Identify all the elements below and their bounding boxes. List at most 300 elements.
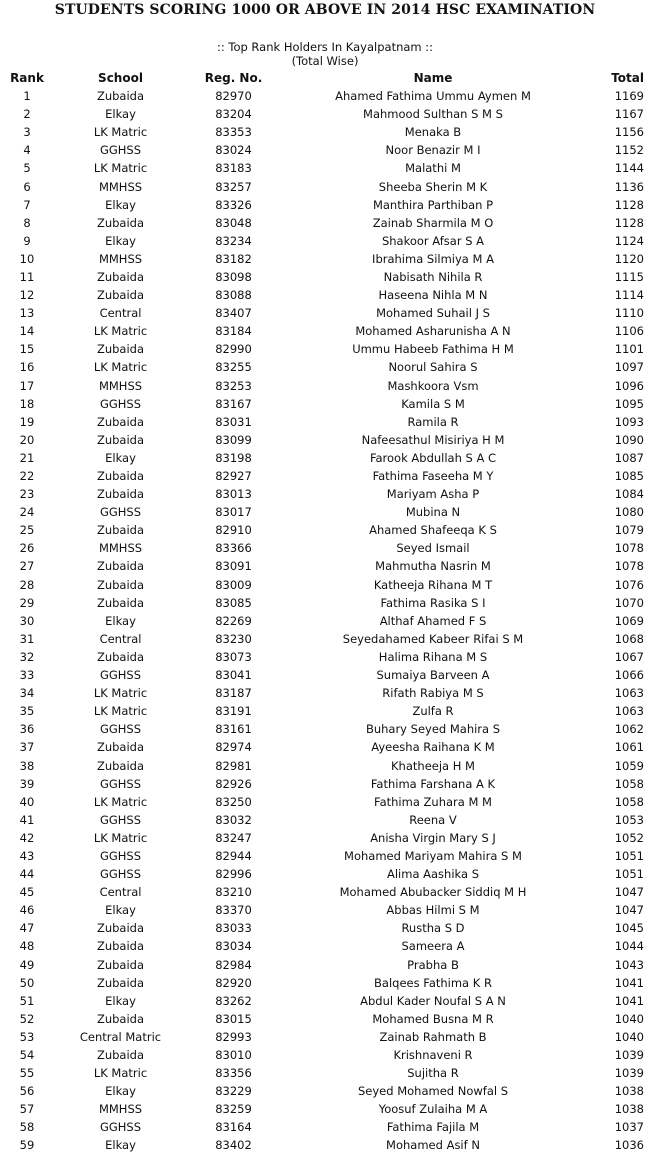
table-row [0,177,650,195]
rank-cell: 10 [19,251,35,266]
name-cell: Kamila S M [401,396,465,411]
table-row [0,684,650,702]
school-cell: Elkay [105,1084,136,1099]
name-cell: Mahmood Sulthan S M S [363,107,503,122]
reg-no-cell: 82944 [215,848,252,863]
reg-no-cell: 82974 [215,740,252,755]
header-total: Total [611,71,644,85]
table-row [0,756,650,774]
total-cell: 1053 [614,812,644,827]
rank-cell: 57 [19,1102,35,1117]
school-cell: Zubaida [96,215,145,230]
page-title: STUDENTS SCORING 1000 OR ABOVE IN 2014 HSC EXAMINATION [54,2,596,18]
school-cell: LK Matric [93,161,148,176]
rank-cell: 20 [19,432,35,447]
total-cell: 1036 [614,1138,644,1153]
school-cell: MMHSS [98,378,143,393]
name-cell: Halima Rihana M S [378,649,488,664]
school-cell: Zubaida [96,577,145,592]
rank-cell: 43 [19,848,35,863]
total-cell: 1039 [614,1066,644,1081]
rank-cell: 54 [19,1048,35,1063]
rank-cell: 1 [23,89,31,104]
rank-cell: 14 [19,324,35,339]
school-cell: GGHSS [99,867,142,882]
name-cell: Ayeesha Raihana K M [371,740,495,755]
name-cell: Sheeba Sherin M K [378,179,488,194]
reg-no-cell: 83230 [215,631,252,646]
name-cell: Noor Benazir M I [385,143,481,158]
name-cell: Fathima Zuhara M M [374,794,492,809]
reg-no-cell: 83353 [215,125,252,140]
rank-cell: 15 [19,342,35,357]
reg-no-cell: 83257 [215,179,252,194]
total-cell: 1037 [614,1120,644,1135]
reg-no-cell: 83262 [215,993,252,1008]
reg-no-cell: 83184 [215,324,252,339]
table-row [0,521,650,539]
name-cell: Zainab Rahmath B [379,1029,487,1044]
header-reg-no: Reg. No. [204,71,263,85]
total-cell: 1087 [614,450,644,465]
table-row [0,413,650,431]
total-cell: 1067 [614,649,644,664]
reg-no-cell: 83010 [215,1048,252,1063]
name-cell: Zulfa R [412,704,454,719]
total-cell: 1063 [614,704,644,719]
rank-cell: 30 [19,613,35,628]
table-row [0,159,650,177]
name-cell: Ahamed Shafeeqa K S [369,523,497,538]
table-row [0,630,650,648]
school-cell: Elkay [105,1138,136,1153]
rank-cell: 46 [19,903,35,918]
table-row [0,1100,650,1118]
table-row [0,358,650,376]
reg-no-cell: 83031 [215,414,252,429]
reg-no-cell: 83407 [215,306,252,321]
school-cell: LK Matric [93,1066,148,1081]
total-cell: 1080 [614,505,644,520]
total-cell: 1058 [614,794,644,809]
rank-cell: 48 [19,939,35,954]
school-cell: Zubaida [96,342,145,357]
rank-cell: 12 [19,288,35,303]
reg-no-cell: 83041 [215,668,252,683]
name-cell: Mohamed Suhail J S [376,306,490,321]
total-cell: 1044 [614,939,644,954]
total-cell: 1120 [614,251,644,266]
total-cell: 1128 [614,215,644,230]
school-cell: LK Matric [93,686,148,701]
name-cell: Malathi M [405,161,461,176]
reg-no-cell: 82269 [215,613,252,628]
reg-no-cell: 83098 [215,269,252,284]
name-cell: Balqees Fathima K R [374,975,492,990]
school-cell: GGHSS [99,776,142,791]
table-row [0,1046,650,1064]
reg-no-cell: 83167 [215,396,252,411]
reg-no-cell: 83085 [215,595,252,610]
school-cell: Zubaida [96,649,145,664]
reg-no-cell: 82990 [215,342,252,357]
name-cell: Mahmutha Nasrin M [375,559,491,574]
name-cell: Nabisath Nihila R [383,269,483,284]
reg-no-cell: 83088 [215,288,252,303]
rank-cell: 4 [23,143,31,158]
name-cell: Farook Abdullah S A C [369,450,497,465]
reg-no-cell: 83009 [215,577,252,592]
total-cell: 1110 [614,306,644,321]
reg-no-cell: 83356 [215,1066,252,1081]
total-cell: 1093 [614,414,644,429]
table-row [0,738,650,756]
school-cell: Elkay [105,903,136,918]
reg-no-cell: 83370 [215,903,252,918]
reg-no-cell: 83229 [215,1084,252,1099]
name-cell: Sumaiya Barveen A [376,668,490,683]
reg-no-cell: 83032 [215,812,252,827]
rank-cell: 49 [19,957,35,972]
rank-cell: 3 [23,125,31,140]
reg-no-cell: 83034 [215,939,252,954]
table-row [0,539,650,557]
total-cell: 1167 [614,107,644,122]
reg-no-cell: 83013 [215,487,252,502]
school-cell: Elkay [105,450,136,465]
name-cell: Reena V [409,812,457,827]
reg-no-cell: 83183 [215,161,252,176]
reg-no-cell: 83033 [215,921,252,936]
reg-no-cell: 83017 [215,505,252,520]
name-cell: Mohamed Busna M R [372,1011,494,1026]
table-row [0,829,650,847]
reg-no-cell: 83326 [215,197,252,212]
total-cell: 1038 [614,1084,644,1099]
school-cell: Zubaida [96,559,145,574]
name-cell: Katheeja Rihana M T [373,577,493,592]
table-row [0,377,650,395]
rank-cell: 51 [19,993,35,1008]
name-cell: Nafeesathul Misiriya H M [361,432,505,447]
subtitle-line-2: (Total Wise) [291,54,359,68]
rank-cell: 45 [19,885,35,900]
total-cell: 1040 [614,1029,644,1044]
total-cell: 1084 [614,487,644,502]
table-row [0,250,650,268]
reg-no-cell: 82984 [215,957,252,972]
table-row [0,1118,650,1136]
reg-no-cell: 83255 [215,360,252,375]
table-row [0,865,650,883]
rank-cell: 16 [19,360,35,375]
total-cell: 1085 [614,469,644,484]
name-cell: Mohamed Abubacker Siddiq M H [339,885,527,900]
total-cell: 1144 [614,161,644,176]
school-cell: Central [99,631,142,646]
school-cell: GGHSS [99,505,142,520]
name-cell: Ahamed Fathima Ummu Aymen M [335,89,531,104]
header-rank: Rank [10,71,44,85]
school-cell: LK Matric [93,830,148,845]
reg-no-cell: 83402 [215,1138,252,1153]
reg-no-cell: 83187 [215,686,252,701]
reg-no-cell: 82926 [215,776,252,791]
reg-no-cell: 83250 [215,794,252,809]
school-cell: GGHSS [99,668,142,683]
school-cell: LK Matric [93,360,148,375]
school-cell: LK Matric [93,324,148,339]
total-cell: 1128 [614,197,644,212]
name-cell: Prabha B [407,957,459,972]
reg-no-cell: 82996 [215,867,252,882]
school-cell: Elkay [105,107,136,122]
reg-no-cell: 83091 [215,559,252,574]
school-cell: LK Matric [93,704,148,719]
reg-no-cell: 82920 [215,975,252,990]
school-cell: MMHSS [98,541,143,556]
name-cell: Mariyam Asha P [386,487,480,502]
name-cell: Haseena Nihla M N [378,288,488,303]
rank-cell: 18 [19,396,35,411]
reg-no-cell: 82910 [215,523,252,538]
rank-cell: 17 [19,378,35,393]
results-table [0,69,650,1155]
school-cell: Elkay [105,613,136,628]
total-cell: 1068 [614,631,644,646]
school-cell: Zubaida [96,975,145,990]
rank-cell: 44 [19,867,35,882]
table-row [0,901,650,919]
rank-cell: 38 [19,758,35,773]
name-cell: Ummu Habeeb Fathima H M [352,342,514,357]
table-row [0,937,650,955]
reg-no-cell: 83366 [215,541,252,556]
total-cell: 1156 [614,125,644,140]
rank-cell: 22 [19,469,35,484]
table-row [0,268,650,286]
reg-no-cell: 83164 [215,1120,252,1135]
table-row [0,956,650,974]
total-cell: 1062 [614,722,644,737]
school-cell: Zubaida [96,89,145,104]
table-header-row [0,69,650,87]
name-cell: Mohamed Asharunisha A N [355,324,511,339]
rank-cell: 21 [19,450,35,465]
school-cell: LK Matric [93,125,148,140]
total-cell: 1069 [614,613,644,628]
name-cell: Abdul Kader Noufal S A N [360,993,506,1008]
rank-cell: 50 [19,975,35,990]
name-cell: Fathima Fajila M [386,1120,480,1135]
table-row [0,105,650,123]
rank-cell: 39 [19,776,35,791]
rank-cell: 47 [19,921,35,936]
name-cell: Sujitha R [407,1066,459,1081]
rank-cell: 35 [19,704,35,719]
total-cell: 1052 [614,830,644,845]
reg-no-cell: 83191 [215,704,252,719]
name-cell: Anisha Virgin Mary S J [370,830,496,845]
school-cell: GGHSS [99,848,142,863]
school-cell: Zubaida [96,288,145,303]
reg-no-cell: 82981 [215,758,252,773]
table-row [0,503,650,521]
reg-no-cell: 83234 [215,233,252,248]
rank-cell: 29 [19,595,35,610]
rank-cell: 24 [19,505,35,520]
rank-cell: 25 [19,523,35,538]
table-row [0,648,650,666]
school-cell: Zubaida [96,957,145,972]
reg-no-cell: 83048 [215,215,252,230]
total-cell: 1040 [614,1011,644,1026]
name-cell: Alima Aashika S [386,867,479,882]
rank-cell: 58 [19,1120,35,1135]
school-cell: Zubaida [96,1011,145,1026]
school-cell: Zubaida [96,432,145,447]
school-cell: Zubaida [96,921,145,936]
school-cell: MMHSS [98,179,143,194]
name-cell: Zainab Sharmila M O [372,215,494,230]
school-cell: Elkay [105,233,136,248]
name-cell: Seyed Mohamed Nowfal S [357,1084,509,1099]
name-cell: Manthira Parthiban P [372,197,494,212]
table-row [0,847,650,865]
reg-no-cell: 83210 [215,885,252,900]
reg-no-cell: 82927 [215,469,252,484]
table-row [0,214,650,232]
school-cell: GGHSS [99,396,142,411]
rank-cell: 13 [19,306,35,321]
name-cell: Seyedahamed Kabeer Rifai S M [342,631,524,646]
rank-cell: 26 [19,541,35,556]
total-cell: 1096 [614,378,644,393]
school-cell: Elkay [105,197,136,212]
school-cell: GGHSS [99,722,142,737]
rank-cell: 27 [19,559,35,574]
table-row [0,1136,650,1154]
reg-no-cell: 82993 [215,1029,252,1044]
school-cell: MMHSS [98,251,143,266]
table-row [0,1028,650,1046]
name-cell: Fathima Rasika S I [380,595,486,610]
reg-no-cell: 83182 [215,251,252,266]
total-cell: 1041 [614,993,644,1008]
name-cell: Ibrahima Silmiya M A [372,251,494,266]
name-cell: Althaf Ahamed F S [379,613,487,628]
total-cell: 1038 [614,1102,644,1117]
total-cell: 1051 [614,867,644,882]
total-cell: 1078 [614,541,644,556]
table-row [0,557,650,575]
header-name: Name [413,71,453,85]
rank-cell: 11 [19,269,35,284]
reg-no-cell: 83099 [215,432,252,447]
name-cell: Mashkoora Vsm [387,378,479,393]
school-cell: LK Matric [93,794,148,809]
table-row [0,992,650,1010]
reg-no-cell: 83259 [215,1102,252,1117]
table-row [0,974,650,992]
table-row [0,576,650,594]
table-row [0,612,650,630]
total-cell: 1114 [614,288,644,303]
school-cell: Zubaida [96,469,145,484]
table-row [0,1082,650,1100]
rank-cell: 36 [19,722,35,737]
table-row [0,485,650,503]
rank-cell: 6 [23,179,31,194]
name-cell: Fathima Faseeha M Y [372,469,494,484]
total-cell: 1152 [614,143,644,158]
name-cell: Yoosuf Zulaiha M A [378,1102,488,1117]
total-cell: 1043 [614,957,644,972]
school-cell: Central [99,306,142,321]
reg-no-cell: 83024 [215,143,252,158]
rank-cell: 28 [19,577,35,592]
rank-cell: 8 [23,215,31,230]
table-row [0,431,650,449]
rank-cell: 41 [19,812,35,827]
rank-cell: 59 [19,1138,35,1153]
table-row [0,395,650,413]
table-row [0,1010,650,1028]
rank-cell: 33 [19,668,35,683]
table-row [0,322,650,340]
rank-cell: 53 [19,1029,35,1044]
school-cell: Central Matric [79,1029,162,1044]
table-body [0,87,650,1155]
total-cell: 1045 [614,921,644,936]
school-cell: Zubaida [96,487,145,502]
rank-cell: 19 [19,414,35,429]
total-cell: 1059 [614,758,644,773]
name-cell: Krishnaveni R [393,1048,473,1063]
total-cell: 1070 [614,595,644,610]
table-row [0,883,650,901]
name-cell: Rustha S D [401,921,465,936]
reg-no-cell: 83161 [215,722,252,737]
total-cell: 1124 [614,233,644,248]
table-row [0,196,650,214]
name-cell: Mohamed Mariyam Mahira S M [344,848,522,863]
reg-no-cell: 82970 [215,89,252,104]
total-cell: 1079 [614,523,644,538]
school-cell: GGHSS [99,143,142,158]
name-cell: Mubina N [405,505,461,520]
table-row [0,449,650,467]
table-row [0,141,650,159]
name-cell: Ramila R [407,414,459,429]
total-cell: 1169 [614,89,644,104]
subtitle-line-1: :: Top Rank Holders In Kayalpatnam :: [216,40,434,54]
rank-cell: 34 [19,686,35,701]
table-row [0,919,650,937]
school-cell: Zubaida [96,595,145,610]
reg-no-cell: 83015 [215,1011,252,1026]
name-cell: Abbas Hilmi S M [386,903,480,918]
total-cell: 1076 [614,577,644,592]
name-cell: Buhary Seyed Mahira S [365,722,501,737]
school-cell: Elkay [105,993,136,1008]
table-row [0,304,650,322]
school-cell: Zubaida [96,758,145,773]
school-cell: GGHSS [99,812,142,827]
table-row [0,1064,650,1082]
rank-cell: 2 [23,107,31,122]
reg-no-cell: 83073 [215,649,252,664]
